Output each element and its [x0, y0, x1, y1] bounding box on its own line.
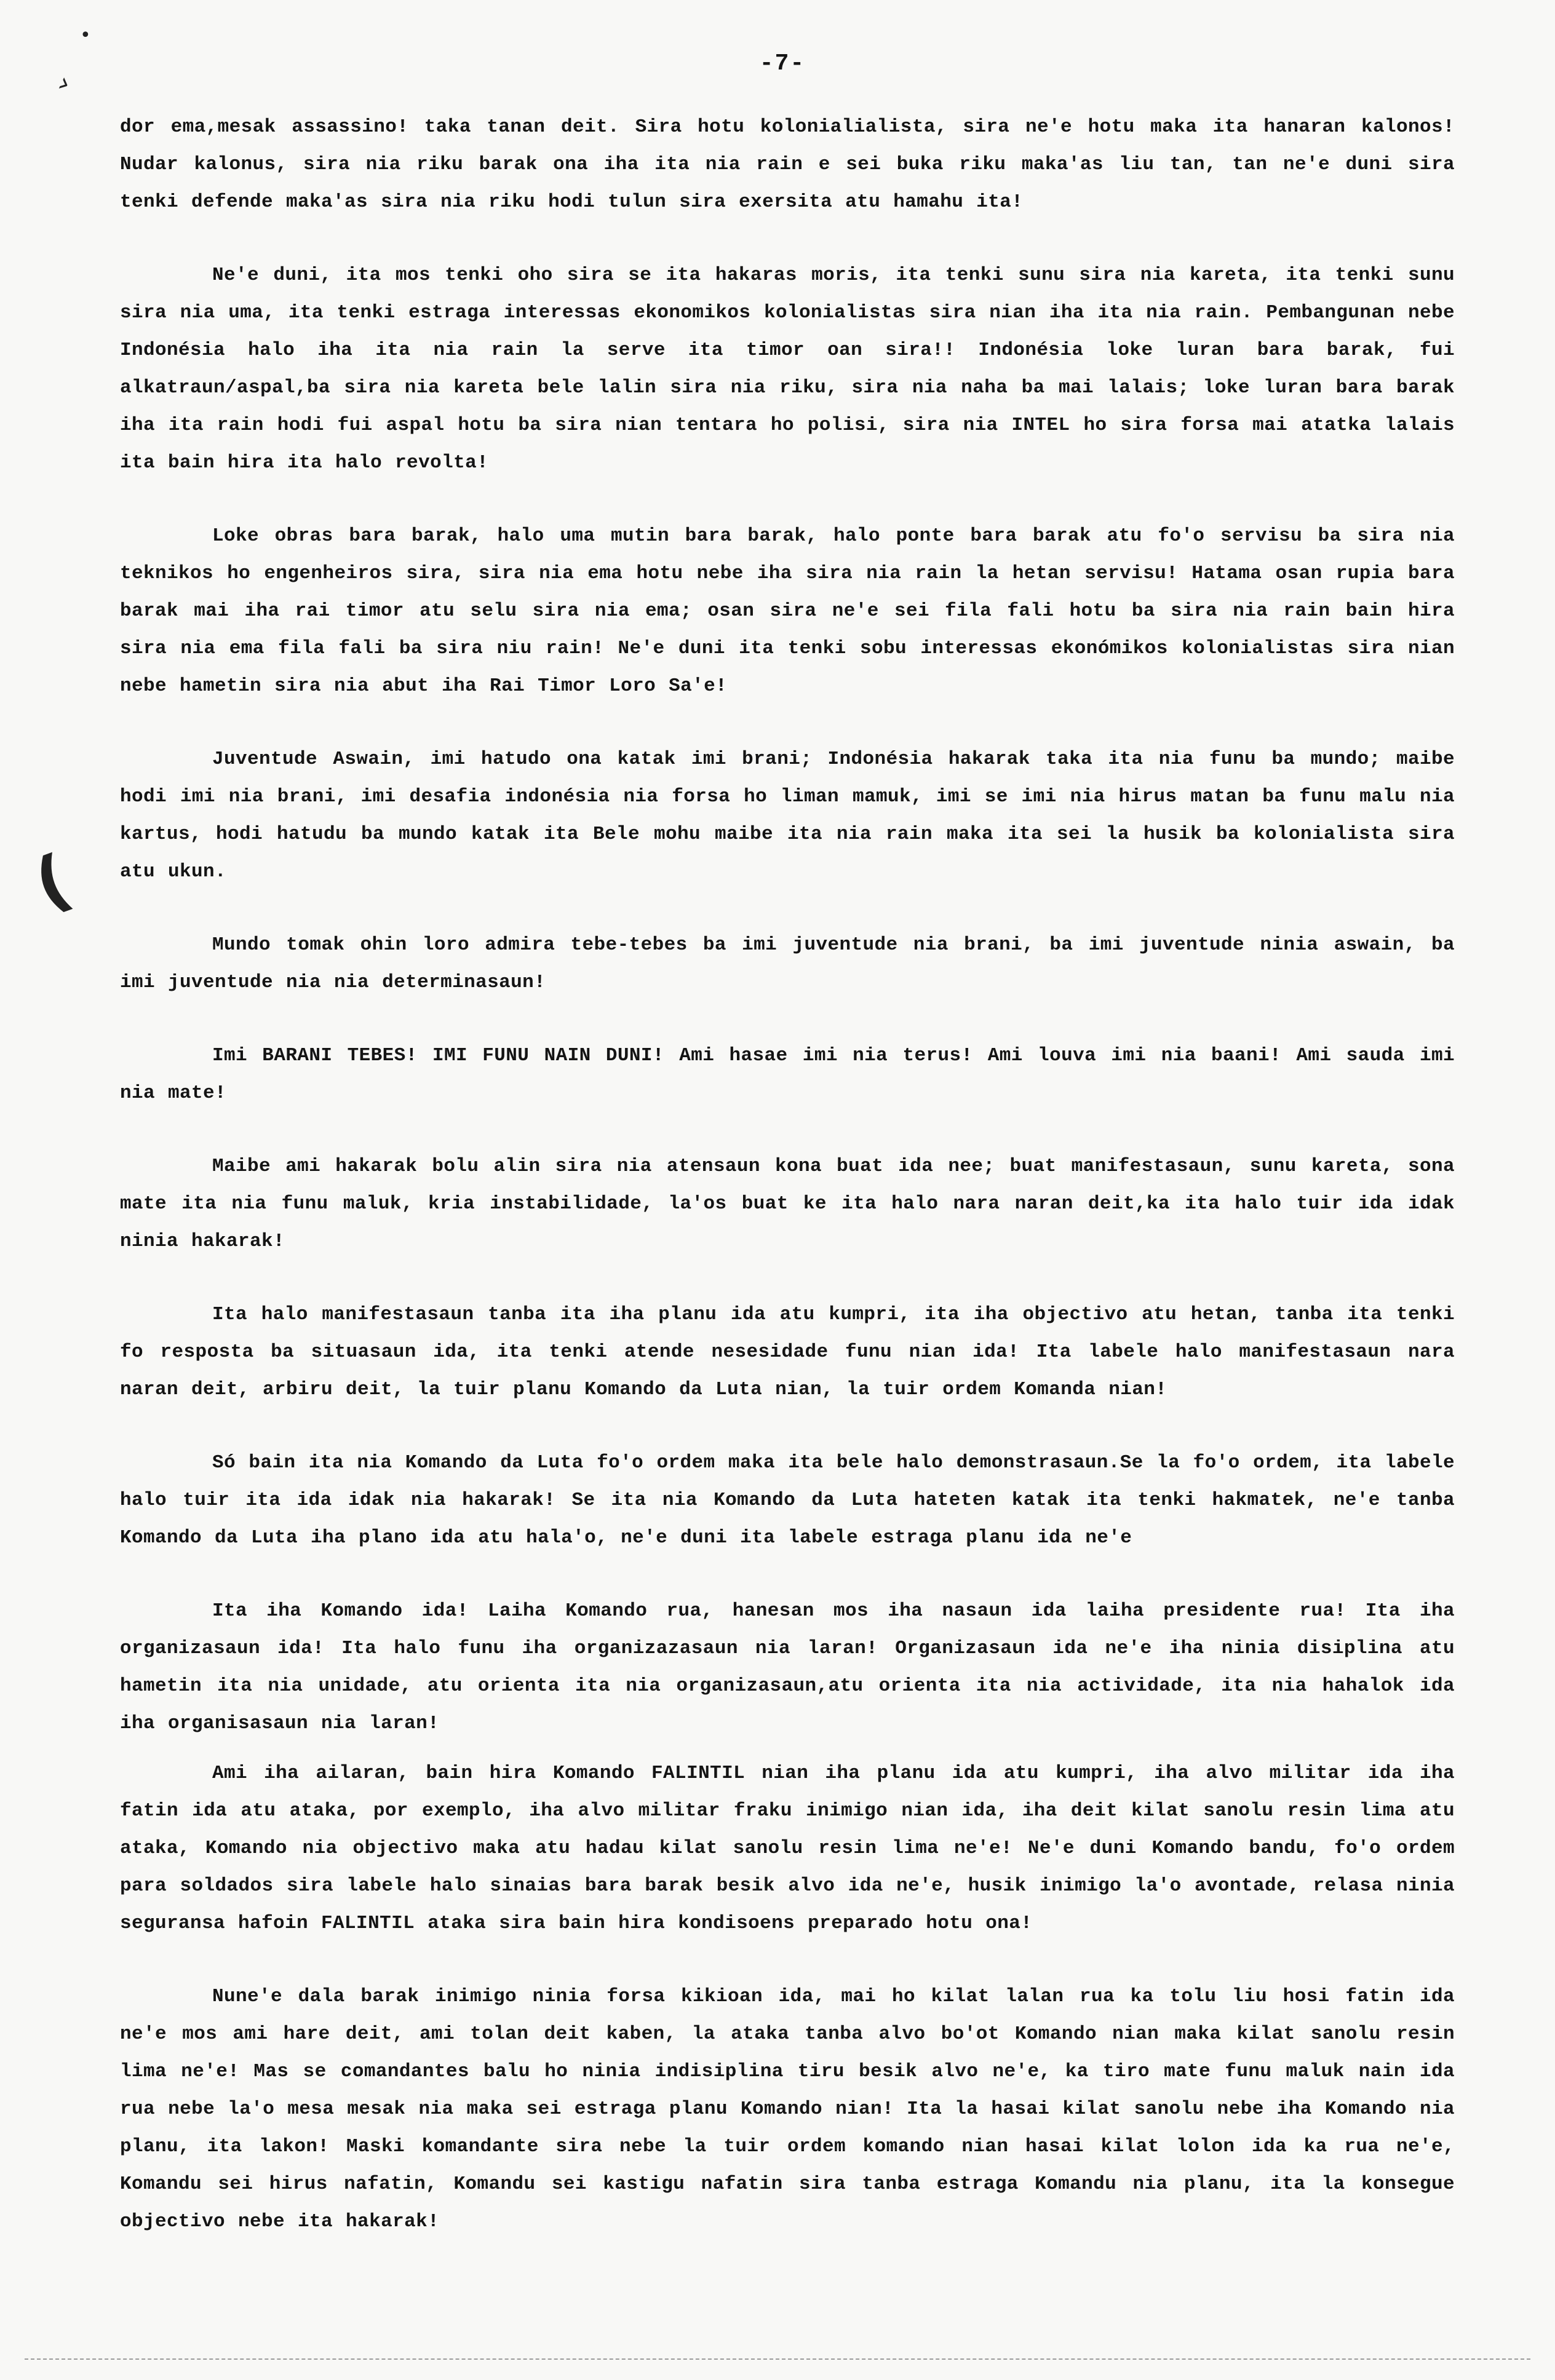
binding-mark: ( — [24, 839, 81, 924]
paragraph: dor ema,mesak assassino! taka tanan deit. Sira hotu kolonialialista, sira ne'e hotu maka ita hanaran kalonos! Nudar kalonus, sira nia riku barak ona iha ita nia rain e sei buka riku maka'as liu tan, tan ne'e duni sira tenki defende maka'as sira nia riku hodi tulun sira exersita atu hamahu ita! — [120, 116, 1455, 213]
page-bottom-edge — [25, 2358, 1530, 2360]
paragraph: Nune'e dala barak inimigo ninia forsa kikioan ida, mai ho kilat lalan rua ka tolu liu hosi fatin ida ne'e mos ami hare deit, ami tolan deit kaben, la ataka tanba alvo bo'ot Komando nian maka kilat sanolu resin lima ne'e! Mas se comandantes balu ho ninia indisiplina tiru besik alvo ne'e, ka tiro mate funu maluk nain ida rua nebe la'o mesa mesak nia maka sei estraga planu Komando nian! Ita la hasai kilat sanolu nebe iha Komando nia planu, ita lakon! Maski komandante sira nebe la tuir ordem komando nian hasai kilat lolon ida ka rua ne'e, Komandu sei hirus nafatin, Komandu sei kastigu nafatin sira tanba estraga Komandu nia planu, ita la konsegue objectivo nebe ita hakarak! — [120, 1986, 1455, 2232]
stray-mark: • — [80, 25, 91, 46]
paragraph: Mundo tomak ohin loro admira tebe-tebes ba imi juventude nia brani, ba imi juventude ninia aswain, ba imi juventude nia nia determinasaun! — [120, 934, 1455, 993]
paragraph: Juventude Aswain, imi hatudo ona katak imi brani; Indonésia hakarak taka ita nia funu ba mundo; maibe hodi imi nia brani, imi desafia indonésia nia forsa ho liman mamuk, imi se imi nia hirus matan ba funu malu nia kartus, hodi hatudu ba mundo katak ita Bele mohu maibe ita nia rain maka ita sei la husik ba kolonialista sira atu ukun. — [120, 748, 1455, 883]
paragraph: Ita halo manifestasaun tanba ita iha planu ida atu kumpri, ita iha objectivo atu hetan, tanba ita tenki fo resposta ba situasaun ida, ita tenki atende nesesidade funu nian ida! Ita labele halo manifestasaun nara naran deit, arbiru deit, la tuir planu Komando da Luta nian, la tuir ordem Komanda nian! — [120, 1304, 1455, 1400]
paragraph: Loke obras bara barak, halo uma mutin bara barak, halo ponte bara barak atu fo'o servisu ba sira nia teknikos ho engenheiros sira, sira nia ema hotu nebe iha sira nia rain la hetan servisu! Hatama osan rupia bara barak mai iha rai timor atu selu sira nia ema; osan sira ne'e sei fila fali hotu ba sira nia rain bain hira sira nia ema fila fali ba sira niu rain! Ne'e duni ita tenki sobu interessas ekonómikos kolonialistas sira nian nebe hametin sira nia abut iha Rai Timor Loro Sa'e! — [120, 525, 1455, 697]
paragraph: Só bain ita nia Komando da Luta fo'o ordem maka ita bele halo demonstrasaun.Se la fo'o ordem, ita labele halo tuir ita ida idak nia hakarak! Se ita nia Komando da Luta hateten katak ita tenki hakmatek, ne'e tanba Komando da Luta iha plano ida atu hala'o, ne'e duni ita labele estraga planu ida ne'e — [120, 1452, 1455, 1549]
page-number: -7- — [759, 50, 806, 77]
paragraph: Ami iha ailaran, bain hira Komando FALINTIL nian iha planu ida atu kumpri, iha alvo militar ida iha fatin ida atu ataka, por exemplo, iha alvo militar fraku inimigo nian ida, iha deit kilat sanolu resin lima atu ataka, Komando nia objectivo maka atu hadau kilat sanolu resin lima ne'e! Ne'e duni Komando bandu, fo'o ordem para soldados sira labele halo sinaias bara barak besik alvo ida ne'e, husik inimigo la'o avontade, relasa ninia seguransa hafoin FALINTIL ataka sira bain hira kondisoens preparado hotu ona! — [120, 1763, 1455, 1934]
paragraph: Ne'e duni, ita mos tenki oho sira se ita hakaras moris, ita tenki sunu sira nia kareta, ita tenki sunu sira nia uma, ita tenki estraga interessas ekonomikos kolonialistas sira nian iha ita nia rain. Pembangunan nebe Indonésia halo iha ita nia rain la serve ita timor oan sira!! Indonésia loke luran bara barak, fui alkatraun/aspal,ba sira nia kareta bele lalin sira nia riku, sira nia naha ba mai lalais; loke luran bara barak iha ita rain hodi fui aspal hotu ba sira nian tentara ho polisi, sira nia INTEL ho sira forsa mai atatka lalais ita bain hira ita halo revolta! — [120, 264, 1455, 474]
paragraph: Maibe ami hakarak bolu alin sira nia atensaun kona buat ida nee; buat manifestasaun, sunu kareta, sona mate ita nia funu maluk, kria instabilidade, la'os buat ke ita halo nara naran deit,ka ita halo tuir ida idak ninia hakarak! — [120, 1156, 1455, 1252]
paragraph: Imi BARANI TEBES! IMI FUNU NAIN DUNI! Ami hasae imi nia terus! Ami louva imi nia baani! Ami sauda imi nia mate! — [120, 1045, 1455, 1104]
stray-mark: › — [53, 66, 76, 100]
body-text — [120, 108, 1455, 2276]
paragraph: Ita iha Komando ida! Laiha Komando rua, hanesan mos iha nasaun ida laiha presidente rua! Ita iha organizasaun ida! Ita halo funu iha organizazasaun nia laran! Organizasaun ida ne'e iha ninia disiplina atu hametin ita nia unidade, atu orienta ita nia organizasaun,atu orienta ita nia actividade, ita nia hahalok ida iha organisasaun nia laran! — [120, 1600, 1455, 1734]
